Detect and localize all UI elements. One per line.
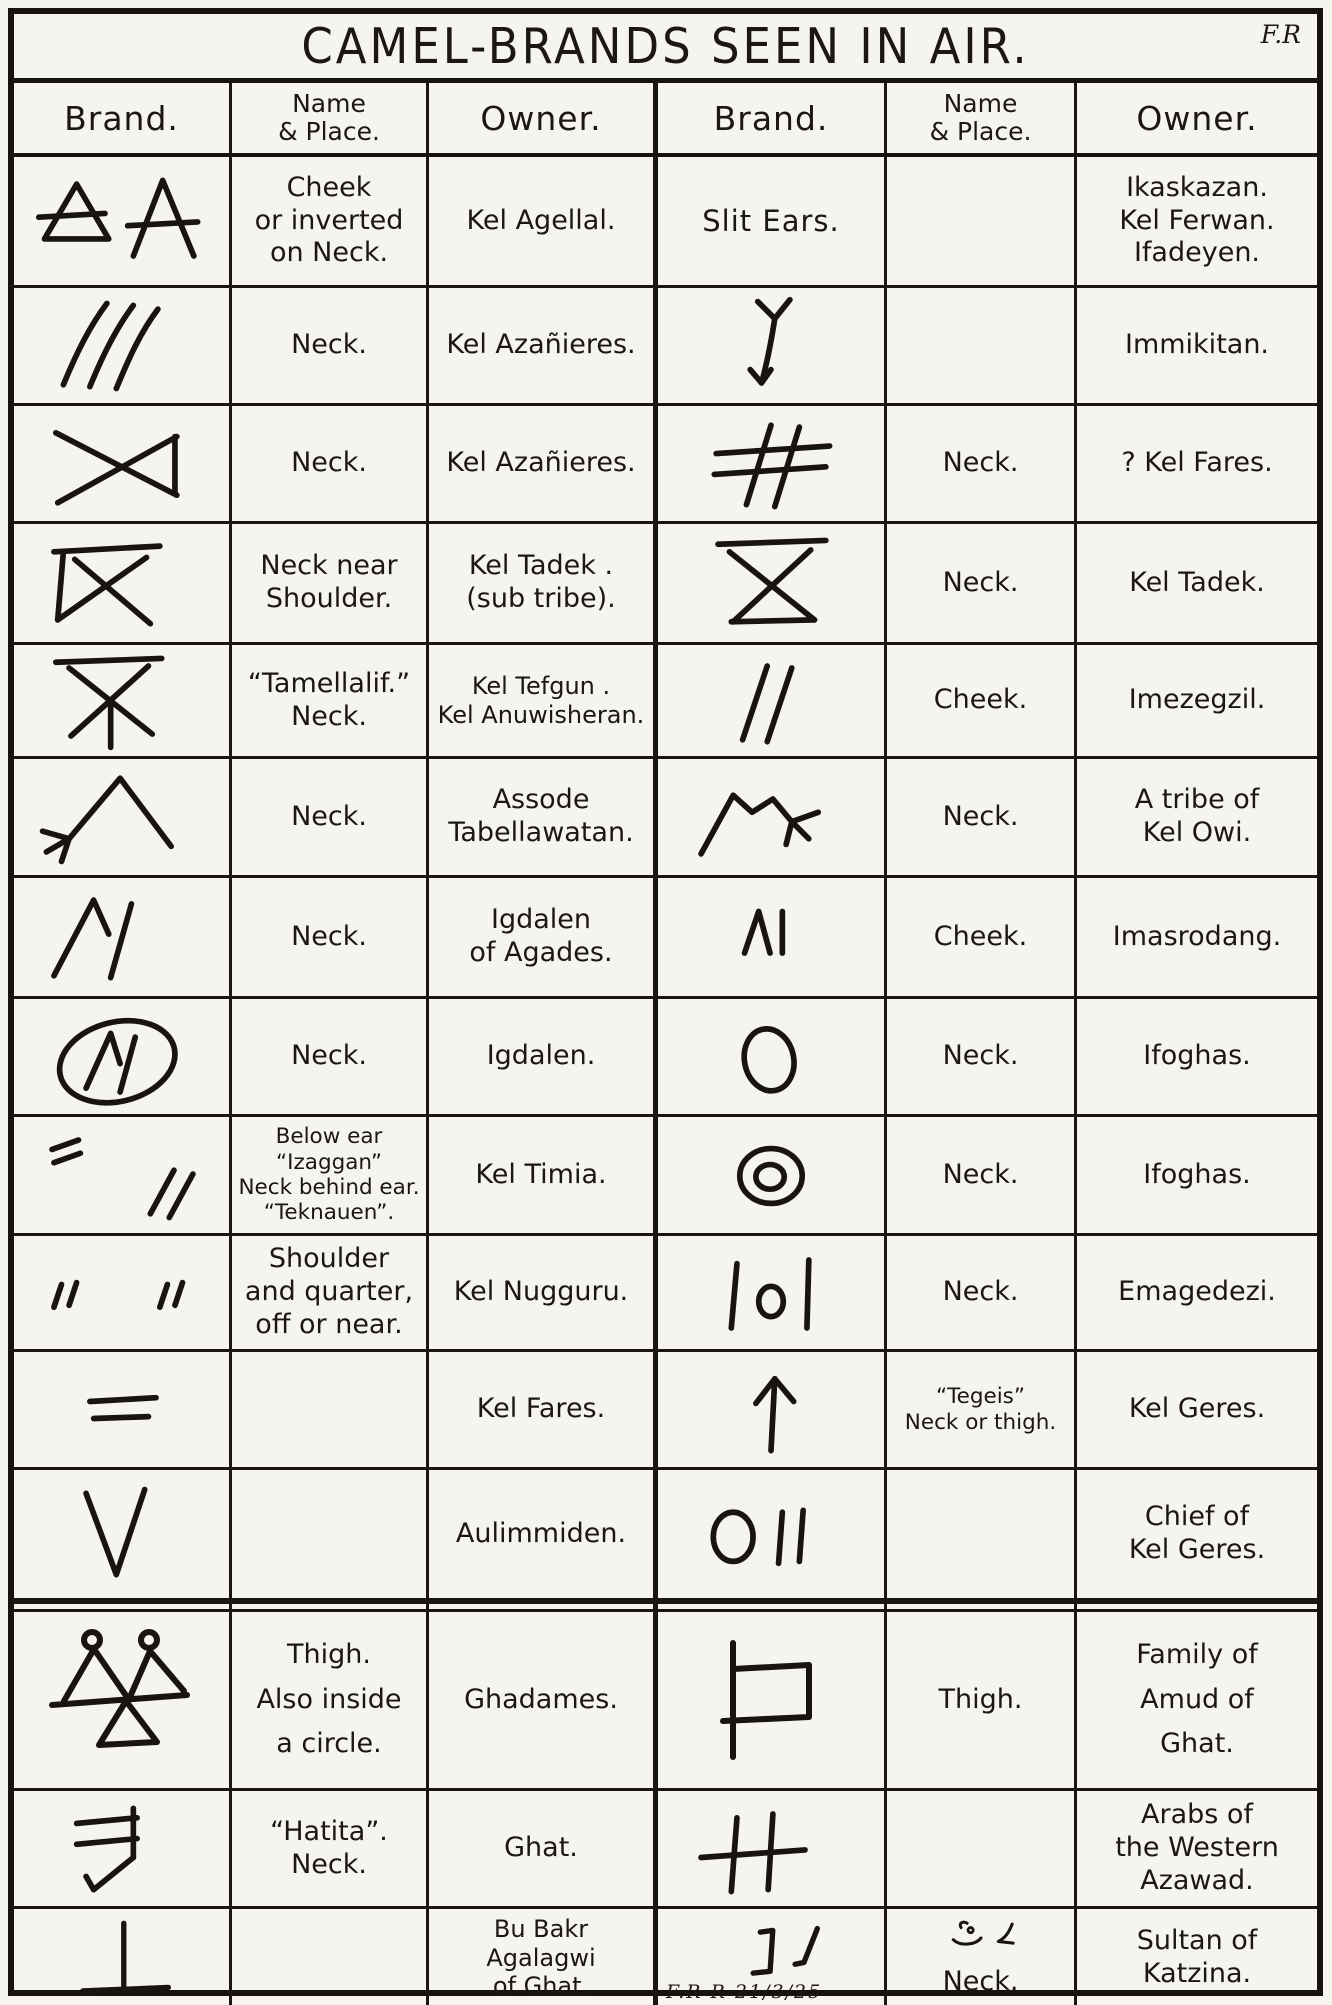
- name-place-text: Neck.: [942, 447, 1019, 479]
- table-row: [14, 1352, 1317, 1470]
- brand-cell: [658, 878, 887, 996]
- name-place-cell: [887, 878, 1077, 996]
- owner-text: Ifoghas.: [1143, 1158, 1251, 1190]
- owner-text: Kel Tadek .: [468, 550, 614, 582]
- name-place-cell: [887, 524, 1077, 642]
- owner-cell: [429, 1909, 658, 2005]
- header-name-place-label: [887, 83, 1077, 153]
- name-place-cell: [232, 1236, 429, 1349]
- small-lambda-bar-icon: [671, 885, 871, 989]
- owner-text: Kel Agellal.: [466, 204, 616, 236]
- owner-cell: [429, 645, 658, 756]
- owner-cell: [429, 1612, 658, 1788]
- owner-text: (sub tribe).: [466, 583, 616, 614]
- brand-cell: [14, 1236, 232, 1349]
- owner-text: Kel Tefgun .: [471, 671, 611, 700]
- owner-text: Agalagwi: [486, 1943, 596, 1972]
- brand-cell: [14, 1791, 232, 1906]
- name-place-cell: [232, 1791, 429, 1906]
- brand-cell: [658, 645, 887, 756]
- owner-cell: [429, 1236, 658, 1349]
- name-place-cell: [887, 1470, 1077, 1598]
- owner-cell: [1077, 288, 1317, 403]
- owner-text: Family of: [1136, 1639, 1258, 1671]
- owner-cell: [429, 999, 658, 1114]
- owner-cell: [1077, 1470, 1317, 1598]
- owner-cell: [1077, 759, 1317, 875]
- name-place-cell: [232, 1909, 429, 2005]
- name-place-cell: [232, 1117, 429, 1233]
- brand-cell: [14, 157, 232, 285]
- table-row: [14, 1791, 1317, 1909]
- table-row: [14, 1470, 1317, 1601]
- owner-text: Kel Geres.: [1128, 1393, 1266, 1425]
- divider-segment: [429, 1601, 658, 1609]
- name-place-cell: [232, 406, 429, 521]
- name-place-text: Neck.: [942, 1158, 1019, 1190]
- name-place-text: off or near.: [255, 1308, 403, 1340]
- name-place-cell: [887, 759, 1077, 875]
- name-place-text: Shoulder.: [265, 583, 393, 614]
- header-name-place-label: & Place.: [278, 117, 380, 146]
- owner-cell: [1077, 1352, 1317, 1467]
- brand-cell: [658, 1791, 887, 1906]
- table-row: [14, 288, 1317, 406]
- brand-cell: [658, 157, 887, 285]
- name-place-cell: [887, 999, 1077, 1114]
- name-place-cell: [232, 1352, 429, 1467]
- name-place-cell: [232, 999, 429, 1114]
- name-place-text: Cheek.: [933, 920, 1028, 952]
- owner-text: Bu Bakr: [493, 1914, 589, 1943]
- divider-segment: [14, 1601, 232, 1609]
- bar-circle-bar-icon: [671, 1241, 871, 1345]
- name-place-cell: [232, 157, 429, 285]
- owner-cell: [1077, 645, 1317, 756]
- brand-cell: [658, 1909, 887, 2005]
- brand-cell: [658, 759, 887, 875]
- table-row: [14, 406, 1317, 524]
- title-row: [14, 14, 1317, 83]
- paired-ticks-icon: [22, 1241, 222, 1345]
- brand-cell: [658, 1352, 887, 1467]
- oval-icon: [671, 1005, 871, 1109]
- name-place-cell: [887, 1352, 1077, 1467]
- owner-text: Imezegzil.: [1128, 684, 1266, 716]
- owner-cell: [1077, 406, 1317, 521]
- owner-text: Kel Azañieres.: [446, 329, 636, 361]
- name-place-cell: [887, 406, 1077, 521]
- header-owner-label: [1077, 83, 1317, 153]
- owner-text: Ghadames.: [464, 1683, 618, 1715]
- name-place-text: Neck behind ear.: [238, 1175, 420, 1200]
- brand-cell: [658, 288, 887, 403]
- owner-text: Kel Ferwan.: [1119, 204, 1275, 236]
- owner-text: Katzina.: [1142, 1958, 1252, 1989]
- owner-text: Kel Geres.: [1128, 1534, 1266, 1565]
- double-circle-icon: [671, 1123, 871, 1227]
- up-arrow-icon: [671, 1358, 871, 1462]
- perpendicular-icon: [22, 1909, 222, 2005]
- inverted-a-pair-icon: [22, 169, 222, 273]
- double-slash-icon: [671, 649, 871, 753]
- name-place-text: Neck.: [291, 1848, 367, 1880]
- owner-cell: [1077, 524, 1317, 642]
- owner-cell: [1077, 157, 1317, 285]
- header-owner-label: Owner.: [480, 98, 602, 138]
- hatita-comb-icon: [22, 1797, 222, 1901]
- tamellalif-x-stem-icon: [22, 649, 222, 753]
- brand-cell: [14, 645, 232, 756]
- owner-text: Tabellawatan.: [448, 817, 634, 848]
- hash-icon: [671, 412, 871, 516]
- equals-icon: [22, 1358, 222, 1462]
- owner-cell: [429, 1352, 658, 1467]
- owner-cell: [1077, 1117, 1317, 1233]
- owner-cell: [429, 759, 658, 875]
- name-place-cell: [232, 1470, 429, 1598]
- owner-cell: [429, 1791, 658, 1906]
- owner-text: Ikaskazan.: [1126, 171, 1268, 203]
- owner-cell: [429, 157, 658, 285]
- owner-text: Chief of: [1144, 1501, 1250, 1533]
- owner-text: the Western: [1115, 1832, 1279, 1864]
- header-brand-label: [658, 83, 887, 153]
- name-place-text: Cheek: [286, 171, 372, 203]
- name-place-cell: [232, 878, 429, 996]
- zigzag-crowfoot-icon: [671, 765, 871, 869]
- brand-cell: [658, 1117, 887, 1233]
- name-place-text: “Hatita”.: [270, 1815, 388, 1847]
- brand-cell: [14, 1117, 232, 1233]
- brand-cell: [658, 1612, 887, 1788]
- name-place-cell: [887, 1612, 1077, 1788]
- barred-hourglass-icon: [671, 531, 871, 635]
- name-place-text: Neck.: [291, 1040, 367, 1072]
- lambda-slash-icon: [22, 885, 222, 989]
- owner-cell: [429, 1117, 658, 1233]
- brand-cell: [14, 1909, 232, 2005]
- owner-text: Amud of: [1140, 1683, 1254, 1715]
- table-row: [14, 1236, 1317, 1352]
- table-row: [14, 878, 1317, 999]
- brand-text: Slit Ears.: [702, 204, 840, 238]
- name-place-cell: [887, 645, 1077, 756]
- owner-cell: [1077, 1909, 1317, 2005]
- name-place-text: “Tegeis”: [935, 1384, 1026, 1410]
- name-place-text: a circle.: [276, 1728, 382, 1760]
- header-name-place-label: Name: [943, 89, 1018, 118]
- brand-cell: [14, 759, 232, 875]
- owner-text: of Agades.: [469, 937, 613, 968]
- three-curved-slashes-icon: [22, 294, 222, 398]
- header-brand-label: [14, 83, 232, 153]
- name-place-text: Thigh.: [938, 1683, 1023, 1715]
- brand-cell: [658, 1236, 887, 1349]
- circle-two-bars-icon: [671, 1482, 871, 1586]
- owner-cell: [1077, 1612, 1317, 1788]
- brand-cell: [14, 288, 232, 403]
- name-place-text: Neck.: [291, 700, 367, 732]
- bowtie-icon: [22, 412, 222, 516]
- name-place-text: Neck.: [942, 1276, 1019, 1308]
- divider-segment: [232, 1601, 429, 1609]
- header-brand-label: Brand.: [64, 98, 179, 138]
- owner-text: Kel Owi.: [1142, 817, 1252, 848]
- owner-text: Igdalen: [490, 904, 591, 936]
- owner-text: of Ghat.: [492, 1972, 590, 2001]
- name-place-text: Neck.: [942, 1966, 1019, 1998]
- owner-text: Ifoghas.: [1143, 1040, 1251, 1072]
- table-row: [14, 157, 1317, 288]
- owner-text: Azawad.: [1140, 1864, 1254, 1896]
- name-place-text: Thigh.: [287, 1639, 371, 1671]
- header-owner-label: [429, 83, 658, 153]
- owner-cell: [429, 1470, 658, 1598]
- name-place-text: Neck.: [291, 920, 367, 952]
- brand-cell: [14, 878, 232, 996]
- triple-triangle-loops-icon: [22, 1625, 222, 1775]
- name-place-cell: [232, 524, 429, 642]
- owner-cell: [1077, 1236, 1317, 1349]
- letter-v-icon: [22, 1482, 222, 1586]
- name-place-text: Neck.: [291, 800, 367, 832]
- name-place-text: “Tamellalif.”: [247, 667, 411, 699]
- owner-text: Kel Anuwisheran.: [437, 700, 645, 729]
- table-row: [14, 1909, 1317, 2005]
- name-place-cell: [232, 645, 429, 756]
- name-place-text: Neck.: [291, 329, 367, 361]
- owner-text: Emagedezi.: [1118, 1276, 1276, 1308]
- header-brand-label: Brand.: [713, 98, 829, 138]
- divider-segment: [658, 1601, 887, 1609]
- brand-cell: [658, 524, 887, 642]
- name-place-text: “Teknauen”.: [263, 1200, 395, 1226]
- name-place-text: and quarter,: [244, 1276, 414, 1308]
- name-place-text: on Neck.: [269, 237, 389, 269]
- name-place-text: Cheek.: [933, 684, 1028, 716]
- arabic-script-icon: [929, 1917, 1033, 1952]
- name-place-cell: [887, 1117, 1077, 1233]
- forked-stem-arrow-icon: [671, 294, 871, 398]
- owner-text: Imasrodang.: [1112, 920, 1282, 952]
- name-place-cell: [232, 759, 429, 875]
- name-place-cell: [887, 1791, 1077, 1906]
- brand-cell: [658, 1470, 887, 1598]
- owner-cell: [429, 288, 658, 403]
- owner-text: Kel Nugguru.: [453, 1276, 629, 1308]
- page-title: CAMEL-BRANDS SEEN IN AIR.: [301, 17, 1030, 75]
- name-place-cell: [887, 1909, 1077, 2005]
- name-place-cell: [887, 157, 1077, 285]
- divider-segment: [887, 1601, 1077, 1609]
- owner-text: Kel Azañieres.: [446, 447, 636, 479]
- owner-text: Ghat.: [1160, 1728, 1234, 1760]
- author-initials: F.R: [1260, 20, 1301, 49]
- name-place-text: “Izaggan”: [276, 1149, 382, 1175]
- table-row: [14, 1612, 1317, 1791]
- name-place-text: or inverted: [254, 204, 404, 236]
- owner-text: Ifadeyen.: [1133, 237, 1261, 269]
- owner-text: Kel Timia.: [475, 1158, 607, 1190]
- header-name-place-label: & Place.: [929, 117, 1032, 146]
- name-place-cell: [887, 288, 1077, 403]
- name-place-cell: [887, 1236, 1077, 1349]
- name-place-text: Also inside: [256, 1683, 402, 1715]
- owner-text: Arabs of: [1141, 1799, 1253, 1831]
- section-divider-double-rule: [14, 1601, 1317, 1612]
- name-place-text: Neck.: [942, 566, 1019, 598]
- crossed-h-icon: [671, 1797, 871, 1901]
- name-place-text: Below ear: [275, 1124, 383, 1150]
- brand-cell: [14, 999, 232, 1114]
- owner-cell: [429, 524, 658, 642]
- owner-text: ? Kel Fares.: [1121, 447, 1273, 479]
- owner-text: Igdalen.: [486, 1040, 596, 1072]
- name-place-text: Shoulder: [268, 1243, 390, 1275]
- owner-text: Sultan of: [1136, 1925, 1258, 1957]
- header-row: [14, 83, 1317, 157]
- brand-cell: [14, 1470, 232, 1598]
- header-name-place-label: [232, 83, 429, 153]
- brand-cell: [14, 524, 232, 642]
- table-row: [14, 999, 1317, 1117]
- header-owner-label: Owner.: [1136, 98, 1258, 138]
- owner-cell: [429, 878, 658, 996]
- table-row: [14, 1117, 1317, 1236]
- brand-cell: [14, 406, 232, 521]
- owner-cell: [429, 406, 658, 521]
- table-row: [14, 645, 1317, 759]
- forked-lambda-icon: [22, 765, 222, 869]
- header-name-place-label: Name: [292, 89, 366, 118]
- owner-text: Kel Fares.: [476, 1393, 606, 1425]
- crossed-x-topbar-icon: [22, 531, 222, 635]
- name-place-text: Neck near: [260, 550, 398, 582]
- table-row: [14, 759, 1317, 878]
- handwritten-signature-date: F.R R 21/3/25: [666, 1981, 823, 2003]
- owner-cell: [1077, 999, 1317, 1114]
- owner-text: Assode: [492, 784, 590, 816]
- owner-text: Immikitan.: [1124, 329, 1270, 361]
- owner-text: A tribe of: [1134, 784, 1260, 816]
- name-place-text: Neck or thigh.: [904, 1409, 1057, 1435]
- table-frame: [8, 8, 1323, 2003]
- name-place-cell: [232, 1612, 429, 1788]
- name-place-cell: [232, 288, 429, 403]
- circled-lambda-slash-icon: [22, 1005, 222, 1109]
- table-row: [14, 524, 1317, 645]
- owner-text: Kel Tadek.: [1129, 566, 1265, 598]
- owner-text: Ghat.: [504, 1832, 578, 1864]
- brand-cell: [14, 1352, 232, 1467]
- name-place-text: Neck.: [291, 447, 367, 479]
- divider-segment: [1077, 1601, 1317, 1609]
- name-place-text: Neck.: [942, 800, 1019, 832]
- brand-cell: [14, 1612, 232, 1788]
- brand-cell: [658, 999, 887, 1114]
- owner-cell: [1077, 878, 1317, 996]
- owner-cell: [1077, 1791, 1317, 1906]
- brand-cell: [658, 406, 887, 521]
- flag-pole-icon: [671, 1625, 871, 1775]
- double-ticks-and-slashes-icon: [22, 1123, 222, 1227]
- owner-text: Aulimmiden.: [455, 1517, 627, 1549]
- name-place-text: Neck.: [942, 1040, 1019, 1072]
